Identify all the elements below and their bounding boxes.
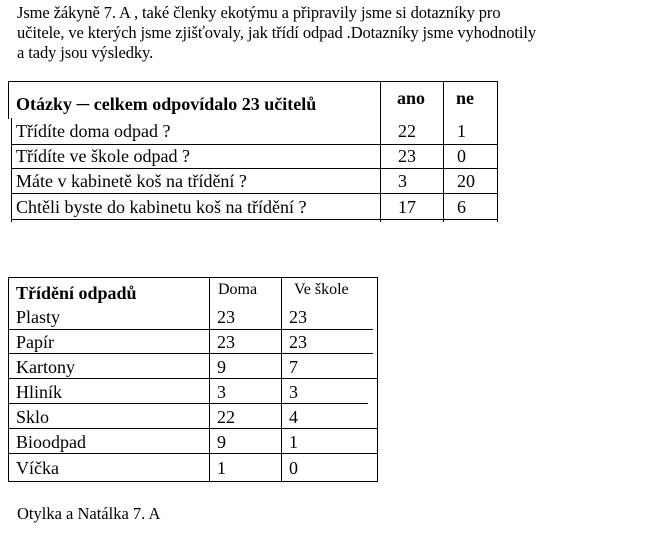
sorting-header-category: Třídění odpadů (16, 283, 137, 303)
sorting-row-3-home: 9 (217, 357, 226, 377)
sorting-row-2-category: Papír (16, 332, 54, 352)
sorting-row-5-school: 4 (289, 407, 298, 427)
sorting-row-6-home: 9 (217, 432, 226, 452)
survey-table-row-line-1 (11, 144, 498, 145)
sorting-table-bottom-border (8, 481, 378, 482)
sorting-row-7-category: Víčka (16, 458, 59, 478)
sorting-header-school: Ve škole (294, 281, 349, 298)
sorting-table-divider-1 (209, 277, 210, 482)
sorting-row-2-school: 23 (289, 332, 307, 352)
survey-row-4-yes: 17 (398, 197, 416, 217)
survey-table-bottom-border (11, 219, 498, 220)
survey-table-right-border (497, 81, 498, 222)
intro-line-2: učitele, ve kterých jsme zjišťovaly, jak třídí odpad .Dotazníky jsme vyhodnotily (17, 23, 536, 42)
sorting-row-4-home: 3 (217, 382, 226, 402)
sorting-table-row-line-3 (8, 378, 377, 379)
sorting-row-4-category: Hliník (16, 382, 63, 402)
sorting-table-left-border (8, 277, 9, 482)
intro-line-3: a tady jsou výsledky. (17, 43, 154, 62)
survey-table-row-line-3 (11, 193, 498, 194)
sorting-row-6-category: Bioodpad (16, 432, 86, 452)
sorting-table-row-line-5 (8, 428, 378, 429)
sorting-row-3-category: Kartony (16, 357, 75, 377)
survey-table-left-border (11, 118, 12, 222)
survey-header-yes: ano (397, 88, 426, 108)
survey-row-4-no: 6 (457, 197, 466, 217)
sorting-row-7-home: 1 (217, 458, 226, 478)
intro-line-1: Jsme žákyně 7. A , také členky ekotýmu a připravily jsme si dotazníky pro (17, 3, 501, 22)
signature: Otylka a Natálka 7. A (17, 504, 161, 523)
sorting-table-row-line-6 (8, 453, 378, 454)
sorting-row-3-school: 7 (289, 357, 298, 377)
survey-row-3-question: Máte v kabinetě koš na třídění ? (16, 171, 247, 191)
sorting-row-1-school: 23 (289, 307, 307, 327)
sorting-header-home: Doma (218, 281, 258, 298)
sorting-table-divider-2 (281, 277, 282, 482)
survey-row-2-yes: 23 (398, 146, 416, 166)
sorting-table-top-border (8, 277, 378, 278)
survey-row-1-no: 1 (457, 121, 466, 141)
survey-table-row-line-2 (11, 168, 498, 169)
survey-table-divider-2 (443, 81, 444, 222)
survey-table-top-border (8, 81, 498, 82)
survey-row-3-yes: 3 (398, 171, 407, 191)
sorting-table-row-line-1 (8, 329, 373, 330)
sorting-row-5-home: 22 (217, 407, 235, 427)
sorting-row-1-category: Plasty (16, 307, 61, 327)
intro-paragraph (17, 3, 627, 63)
sorting-row-6-school: 1 (289, 432, 298, 452)
survey-table-left-border-header (8, 81, 9, 119)
survey-row-3-no: 20 (457, 171, 475, 191)
sorting-row-2-home: 23 (217, 332, 235, 352)
survey-row-1-yes: 22 (398, 121, 416, 141)
survey-header-no: ne (456, 88, 474, 108)
sorting-table-right-border (377, 277, 378, 482)
survey-row-1-question: Třídíte doma odpad ? (16, 121, 171, 141)
survey-header-question: Otázky ─ celkem odpovídalo 23 učitelů (16, 94, 317, 114)
survey-table-divider-1 (380, 81, 381, 222)
sorting-row-7-school: 0 (289, 458, 298, 478)
sorting-table-row-line-4 (8, 403, 368, 404)
survey-row-2-no: 0 (457, 146, 466, 166)
survey-row-4-question: Chtěli byste do kabinetu koš na třídění ? (16, 197, 307, 217)
sorting-row-5-category: Sklo (16, 407, 50, 427)
sorting-table-row-line-2 (8, 353, 373, 354)
survey-row-2-question: Třídíte ve škole odpad ? (16, 146, 190, 166)
sorting-row-4-school: 3 (289, 382, 298, 402)
sorting-row-1-home: 23 (217, 307, 235, 327)
